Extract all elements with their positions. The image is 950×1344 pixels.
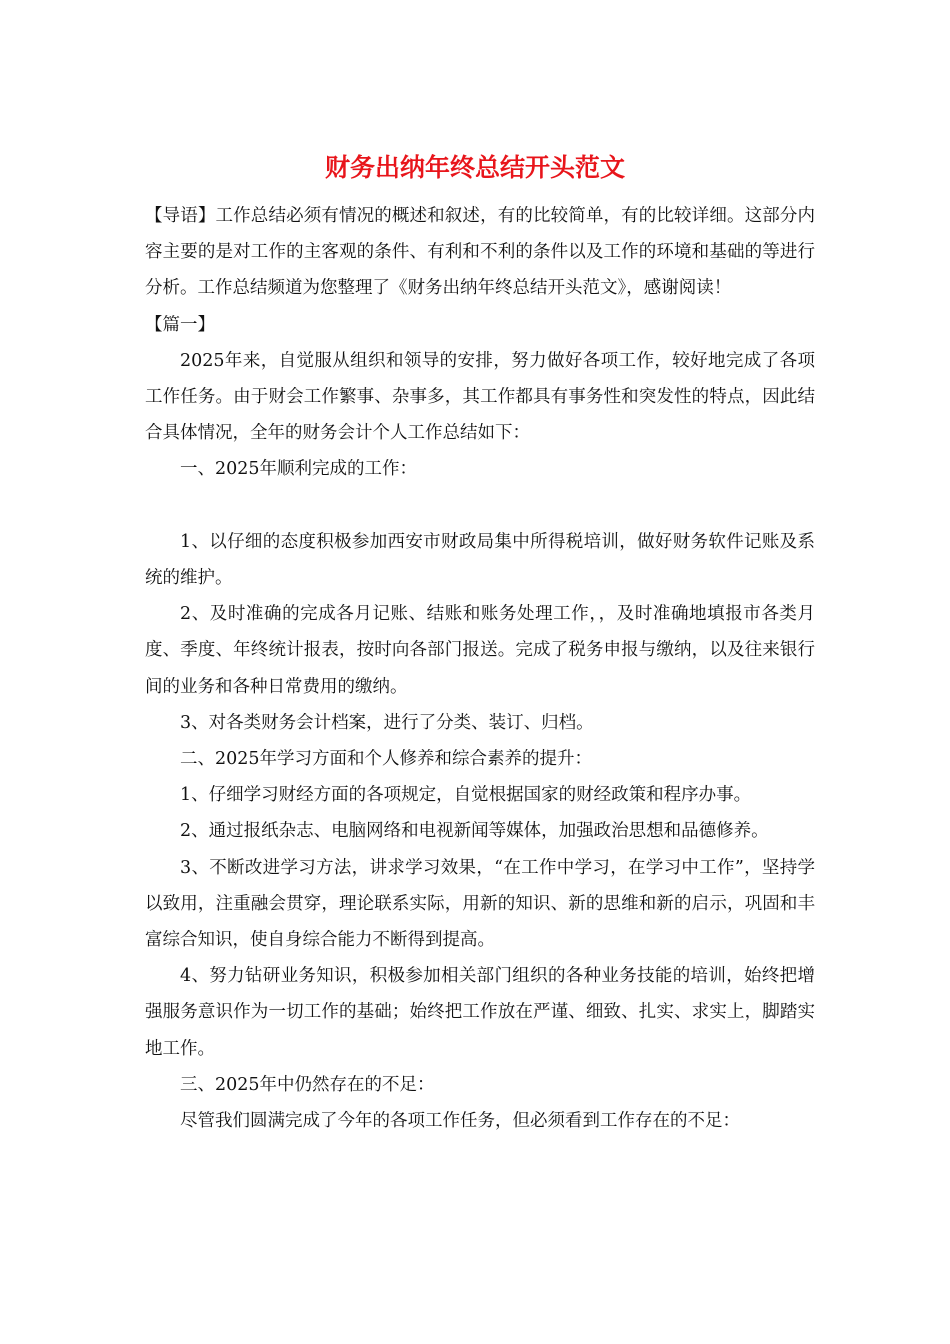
document-title: 财务出纳年终总结开头范文 — [324, 153, 625, 182]
section-heading: 三、2025年中仍然存在的不足： — [180, 1074, 435, 1095]
list-item: 2、及时准确的完成各月记账、结账和账务处理工作，，及时准确地填报市各类月度、季度、年终统计报表，按时向各部门报送。完成了税务申报与缴纳，以及往来银行间的业务和各种日常费用的缴纳。 — [145, 604, 815, 697]
blank-line — [145, 488, 815, 524]
section-heading-part-one: 【篇一】 — [145, 314, 215, 335]
list-item: 4、努力钻研业务知识，积极参加相关部门组织的各种业务技能的培训，始终把增强服务意识作为一切工作的基础；始终把工作放在严谨、细致、扎实、求实上，脚踏实地工作。 — [145, 966, 815, 1059]
section-heading: 二、2025年学习方面和个人修养和综合素养的提升： — [180, 749, 593, 770]
list-item: 3、对各类财务会计档案，进行了分类、装订、归档。 — [180, 712, 594, 733]
intro-paragraph: 【导语】工作总结必须有情况的概述和叙述，有的比较简单，有的比较详细。这部分内容主要的是对工作的主客观的条件、有利和不利的条件以及工作的环境和基础的等进行分析。工作总结频道为您整理了《财务出纳年终总结开头范文》，感谢阅读！ — [145, 206, 815, 299]
section-heading: 一、2025年顺利完成的工作： — [180, 459, 418, 480]
body-paragraph: 2025年来，自觉服从组织和领导的安排，努力做好各项工作，较好地完成了各项工作任务。由于财会工作繁事、杂事多，其工作都具有事务性和突发性的特点，因此结合具体情况，全年的财务会计个人工作总结如下： — [145, 350, 815, 444]
body-paragraph: 尽管我们圆满完成了今年的各项工作任务，但必须看到工作存在的不足： — [180, 1111, 740, 1132]
document-body — [145, 198, 815, 1139]
list-item: 1、仔细学习财经方面的各项规定，自觉根据国家的财经政策和程序办事。 — [180, 785, 752, 806]
list-item: 2、通过报纸杂志、电脑网络和电视新闻等媒体，加强政治思想和品德修养。 — [180, 821, 769, 842]
list-item: 3、不断改进学习方法，讲求学习效果，“在工作中学习，在学习中工作”，坚持学以致用，注重融会贯穿，理论联系实际，用新的知识、新的思维和新的启示，巩固和丰富综合知识，使自身综合能力不断得到提高。 — [145, 857, 815, 951]
list-item: 1、以仔细的态度积极参加西安市财政局集中所得税培训，做好财务软件记账及系统的维护。 — [145, 531, 815, 589]
